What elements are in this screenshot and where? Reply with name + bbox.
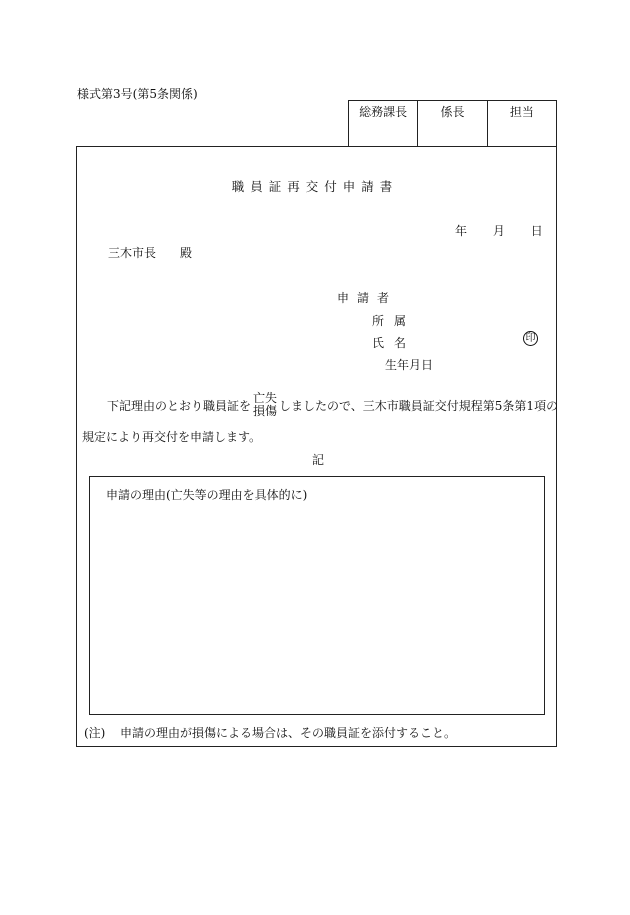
- birthdate-label: 生年月日: [385, 358, 434, 372]
- approval-cell-staff: 担当: [487, 101, 556, 146]
- form-number: 様式第3号(第5条関係): [77, 87, 198, 101]
- reason-label: 申請の理由(亡失等の理由を具体的に): [106, 488, 308, 502]
- date-day-label: 日: [530, 224, 543, 238]
- addressee-honorific: 殿: [180, 246, 193, 260]
- name-label: 氏名: [372, 336, 417, 350]
- option-lost: 亡失: [253, 391, 278, 405]
- note-label: (注): [84, 726, 106, 740]
- date-year-label: 年: [455, 224, 468, 238]
- reason-choice: [253, 392, 277, 418]
- record-label: 記: [312, 453, 325, 467]
- seal-icon: 印: [523, 331, 538, 346]
- date-line: [455, 222, 543, 239]
- date-month-label: 月: [492, 224, 505, 238]
- applicant-label: 申請者: [337, 291, 398, 305]
- body-text-line-2: 規定により再交付を申請します。: [82, 430, 262, 444]
- reason-box[interactable]: [89, 476, 545, 715]
- approval-cell-general-affairs-chief: 総務課長: [359, 105, 408, 119]
- option-damaged: 損傷: [253, 404, 278, 418]
- approval-stamp-table: [348, 100, 557, 147]
- department-label: 所属: [372, 314, 417, 328]
- addressee-name: 三木市長: [108, 246, 157, 260]
- body-prefix: 下記理由のとおり職員証を: [107, 398, 252, 413]
- addressee: [108, 244, 192, 261]
- document-title: 職員証再交付申請書: [231, 179, 399, 194]
- approval-cell-section-chief: 係長: [417, 101, 486, 146]
- body-suffix: しましたので、三木市職員証交付規程第5条第1項の: [279, 398, 559, 413]
- note-text: 申請の理由が損傷による場合は、その職員証を添付すること。: [120, 726, 457, 740]
- body-text-line-1: [107, 390, 558, 420]
